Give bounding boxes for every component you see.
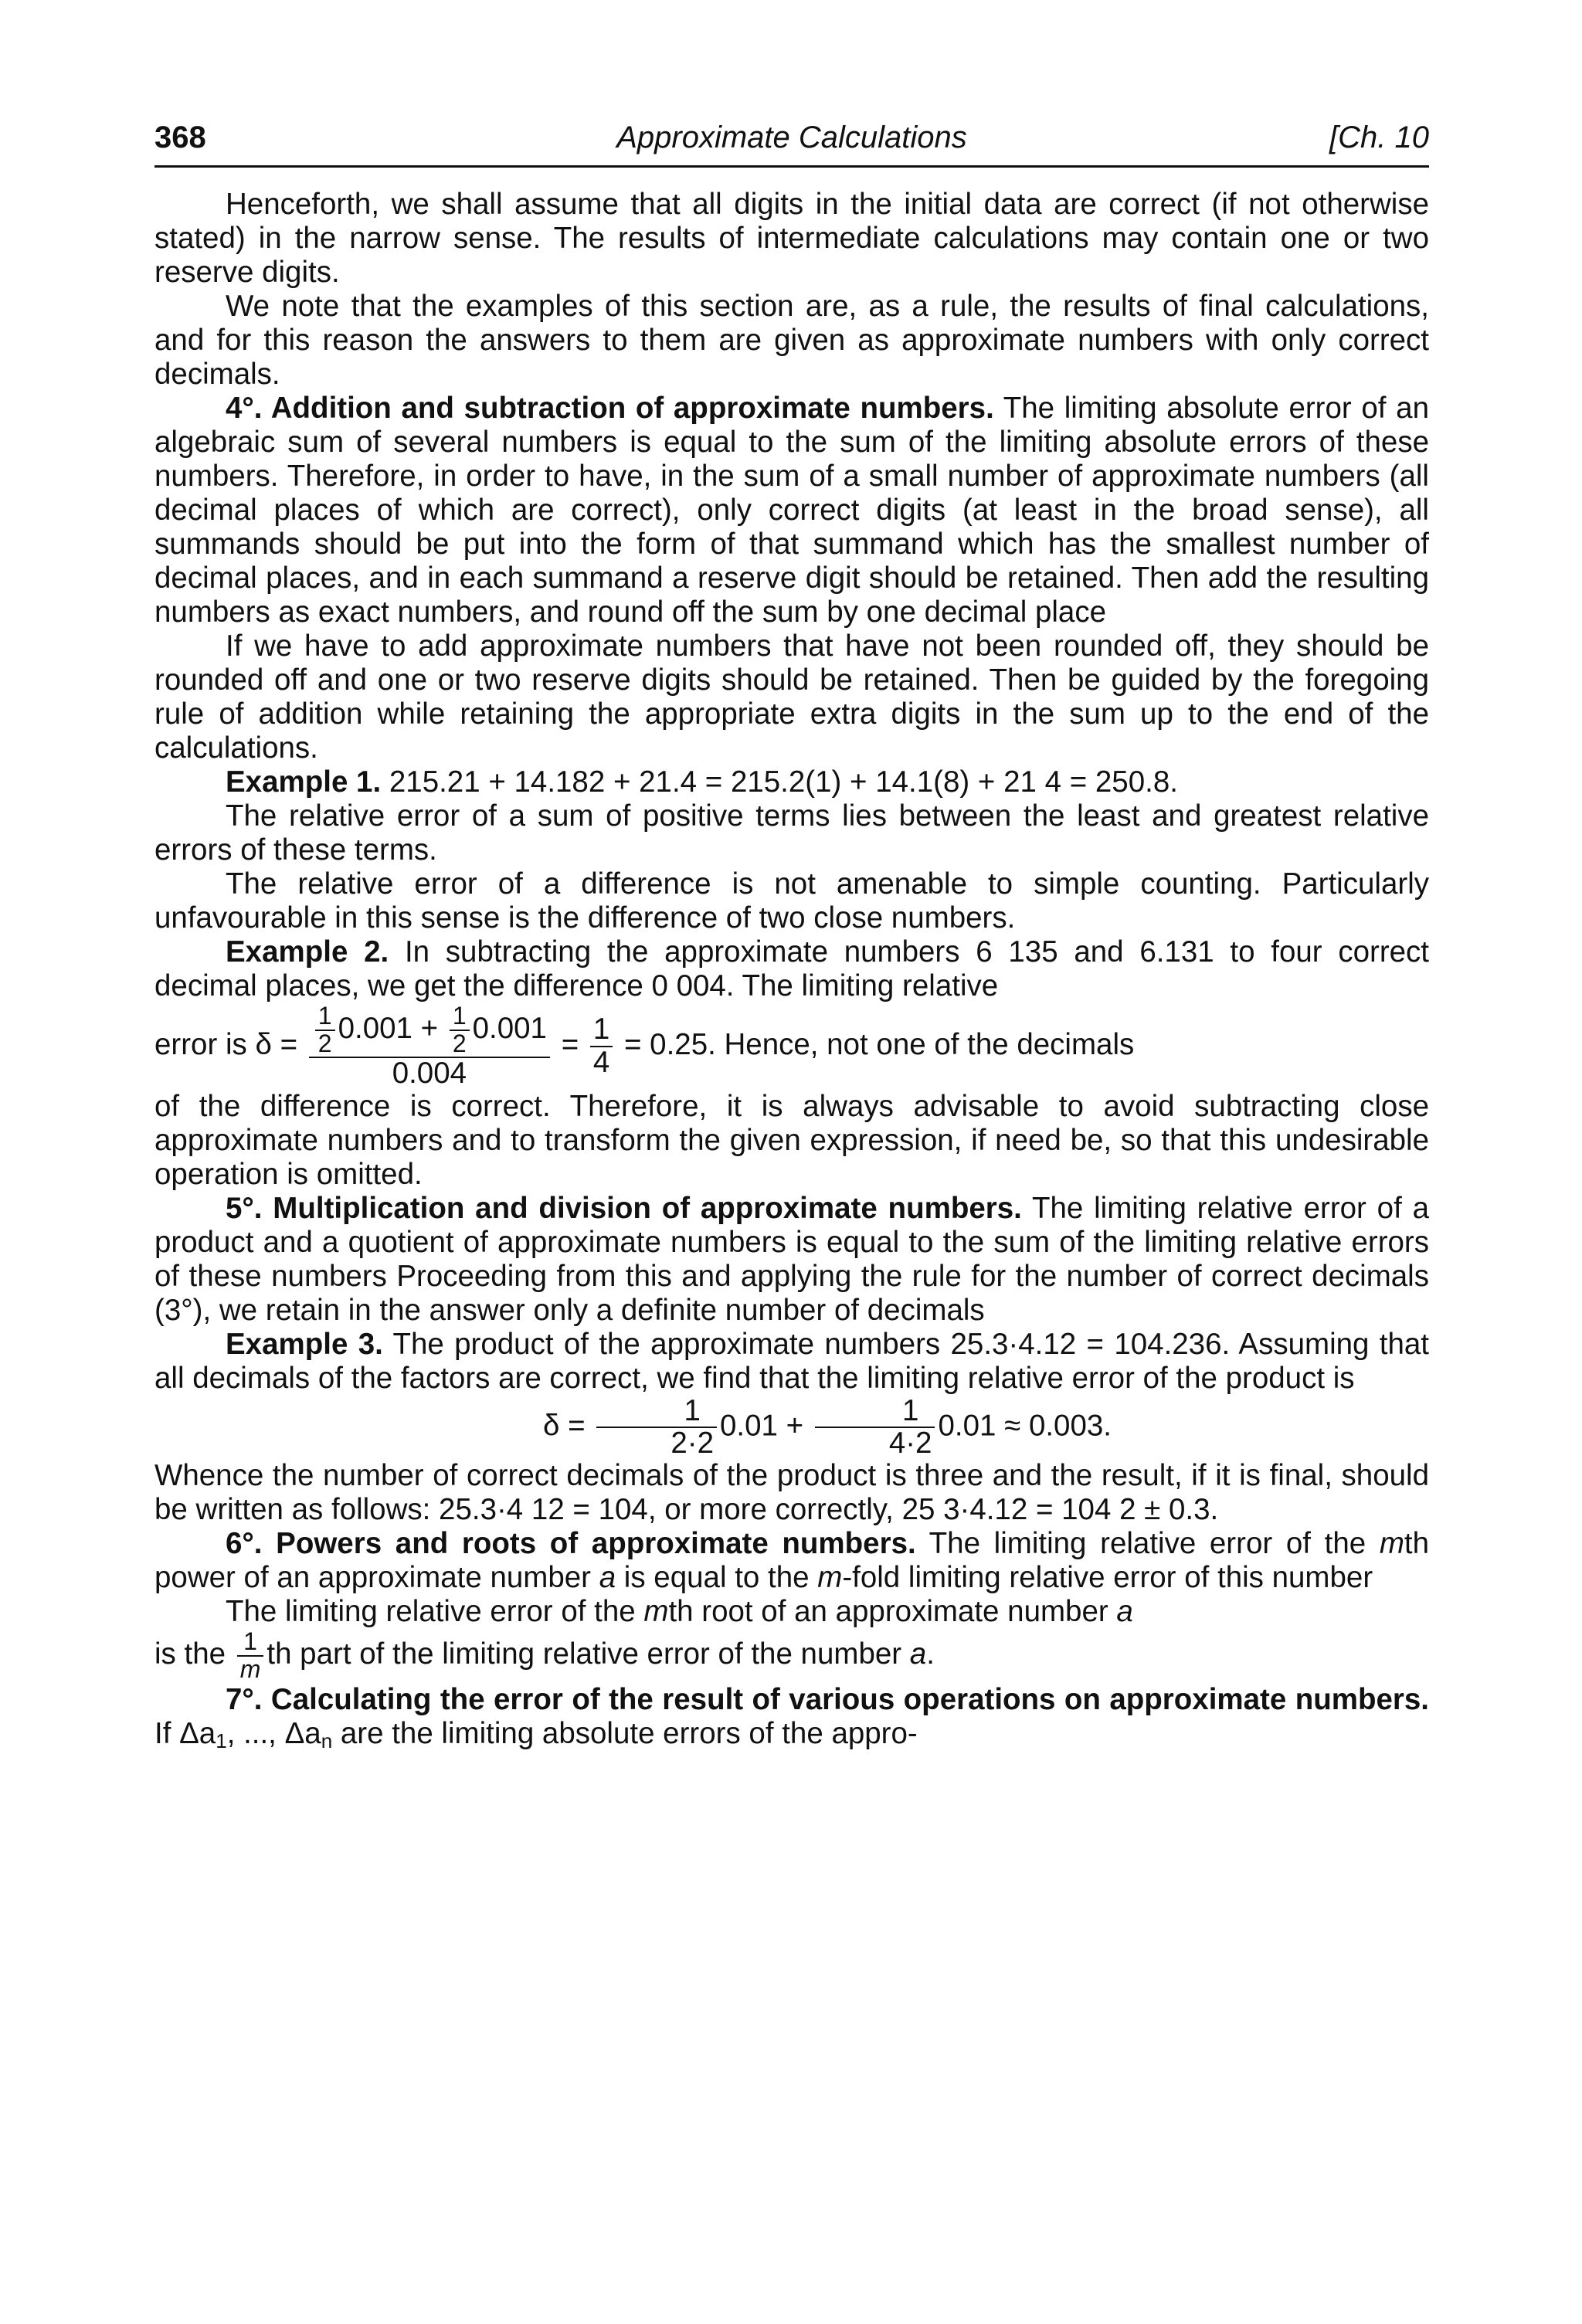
paragraph: is the $\frac{1}{m}$ th part of the limiting relative error of the number a. bbox=[154, 1627, 935, 1684]
big-denominator: 0.004 bbox=[309, 1057, 550, 1089]
section-heading: 5°. Multiplication and division of approximate numbers. bbox=[226, 1191, 1022, 1225]
paragraph: The relative error of a sum of positive terms lies between the least and greatest relative errors of these terms. bbox=[154, 799, 1429, 867]
equation-result: = 0.25. Hence, not one of the decimals bbox=[624, 1027, 1135, 1061]
equation-product-error: δ = $\frac{1}{2\cdot 2}$ 0.01 + $\frac{1}{4\cdot 2}$ 0.01 ≈ 0.003. bbox=[543, 1393, 1112, 1461]
fraction: $\frac{1}{m}$ bbox=[237, 1629, 264, 1682]
page-header bbox=[154, 116, 1429, 168]
fraction: $\frac{1}{2}$ bbox=[450, 1003, 470, 1057]
running-title: Approximate Calculations bbox=[616, 120, 967, 154]
paragraph-section-6: 6°. Powers and roots of approximate numbers. The limiting relative error of the mth power of an approximate number a is equal to the m-fold limiting relative error of this number bbox=[154, 1527, 1429, 1595]
paragraph: of the difference is correct. Therefore, it is always advisable to avoid subtracting close approximate numbers and to transform the given expression, if need be, so that this undesirable operation is omitted. bbox=[154, 1089, 1429, 1191]
paragraph-section-7: 7°. Calculating the error of the result of various operations on approximate numbers. If $\Delta a_1$, ..., $\Delta a_n$ are the limiting absolute errors of the appro- bbox=[154, 1682, 1429, 1752]
fraction: $\frac{1}{2}$ bbox=[315, 1003, 335, 1057]
equation-prefix: error is δ = bbox=[154, 1027, 298, 1061]
paragraph-section-5 bbox=[154, 1192, 1429, 1328]
fraction: $\frac{1}{4}$ bbox=[590, 1014, 613, 1078]
big-fraction bbox=[309, 1003, 550, 1090]
example-1 bbox=[154, 765, 1429, 799]
fraction: $\frac{1}{4\cdot 2}$ bbox=[815, 1396, 935, 1460]
example-text: The product of the approximate numbers 25.3·4.12 = 104.236. Assuming that all decimals of the factors are correct, we find that the limiting relative error of the product is bbox=[154, 1327, 1429, 1395]
section-heading: 4°. Addition and subtraction of approximate numbers. bbox=[226, 392, 994, 425]
body-text bbox=[154, 188, 1429, 1758]
paragraph: The limiting relative error of the mth root of an approximate number a bbox=[226, 1595, 1133, 1629]
chapter-label: [Ch. 10 bbox=[1329, 120, 1429, 154]
equation-relative-error: error is δ = $\frac{1}{2}$ 0.001 + $\frac{1}{2}$ 0.001 0.004 = $\frac{1}{4}$ = 0.25. Hence, not one of the decimals bbox=[154, 1002, 1135, 1091]
paragraph: We note that the examples of this section are, as a rule, the results of final calculations, and for this reason the answers to them are given as approximate numbers with only correct decimals. bbox=[154, 290, 1429, 391]
paragraph: If we have to add approximate numbers that have not been rounded off, they should be rounded off and one or two reserve digits should be retained. Then be guided by the foregoing rule of addition while retaining the appropriate extra digits in the sum up to the end of the calculations. bbox=[154, 629, 1429, 765]
example-text: 215.21 + 14.182 + 21.4 = 215.2(1) + 14.1(8) + 21 4 = 250.8. bbox=[381, 765, 1178, 799]
page-number: 368 bbox=[154, 120, 206, 154]
paragraph: Whence the number of correct decimals of the product is three and the result, if it is final, should be written as follows: 25.3·4 12 = 104, or more correctly, 25 3·4.12 = 104 2 ± 0.3. bbox=[154, 1459, 1429, 1527]
paragraph: Henceforth, we shall assume that all digits in the initial data are correct (if not otherwise stated) in the narrow sense. The results of intermediate calculations may contain one or two reserve digits. bbox=[154, 188, 1429, 289]
example-label: Example 3. bbox=[226, 1327, 383, 1361]
paragraph-text: The limiting absolute error of an algebraic sum of several numbers is equal to the sum of the limiting absolute errors of these numbers. Therefore, in order to have, in the sum of a small number of approximate numbers (all decimal places of which are correct), only correct digits (at least in the broad sense), all summands should be put into the form of that summand which has the smallest number of decimal places, and in each summand a reserve digit should be retained. Then add the resulting numbers as exact numbers, and round off the sum by one decimal place bbox=[154, 392, 1429, 629]
example-text: In subtracting the approximate numbers 6 135 and 6.131 to four correct decimal places, we get the difference 0 004. The limiting relative bbox=[154, 935, 1429, 1003]
section-heading: 7°. Calculating the error of the result of various operations on approximate numbers. bbox=[226, 1682, 1429, 1716]
paragraph: The relative error of a difference is not amenable to simple counting. Particularly unfavourable in this sense is the difference of two close numbers. bbox=[154, 867, 1429, 935]
example-3 bbox=[154, 1328, 1429, 1396]
book-page bbox=[154, 116, 1429, 1758]
paragraph-text: The limiting relative error of a product and a quotient of approximate numbers is equal to the sum of the limiting relative errors of these numbers Proceeding from this and applying the rule for the number of correct decimals (3°), we retain in the answer only a definite number of decimals bbox=[154, 1191, 1429, 1327]
big-numerator: $\frac{1}{2}$ 0.001 + $\frac{1}{2}$ 0.001 bbox=[309, 1003, 550, 1057]
fraction: $\frac{1}{2\cdot 2}$ bbox=[596, 1396, 717, 1460]
paragraph-section-4 bbox=[154, 392, 1429, 629]
section-heading: 6°. Powers and roots of approximate numbers. bbox=[226, 1527, 916, 1561]
example-label: Example 1. bbox=[226, 765, 382, 799]
example-label: Example 2. bbox=[226, 935, 389, 969]
example-2 bbox=[154, 935, 1429, 1003]
